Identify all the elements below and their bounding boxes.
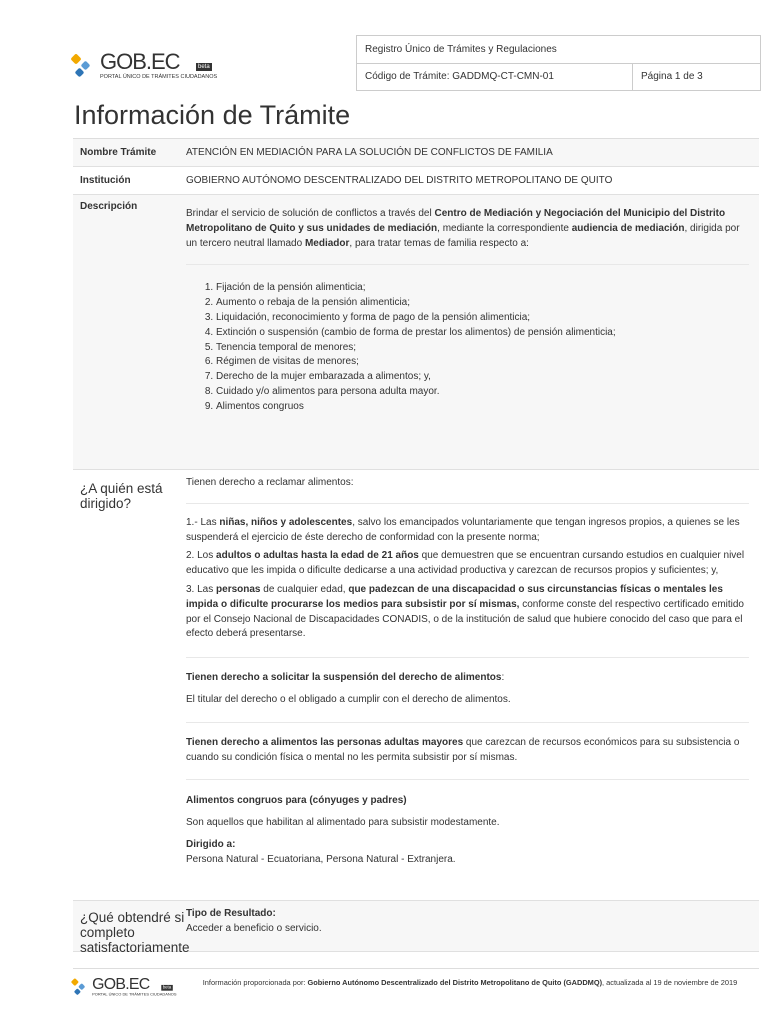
nombre-value: ATENCIÓN EN MEDIACIÓN PARA LA SOLUCIÓN DE CONFLICTOS DE FAMILIA bbox=[186, 147, 553, 158]
row-nombre bbox=[73, 139, 759, 167]
dirigido-a-label bbox=[186, 838, 749, 853]
text-bold: niñas, niños y adolescentes bbox=[219, 516, 353, 528]
procedure-info-table bbox=[73, 138, 759, 955]
text-bold: Tienen derecho a alimentos las personas adultas mayores bbox=[186, 736, 464, 748]
page-number: Página 1 de 3 bbox=[641, 71, 703, 82]
divider bbox=[186, 503, 749, 504]
divider bbox=[186, 722, 749, 723]
divider bbox=[186, 264, 749, 265]
dirigido-a-value: Persona Natural - Ecuatoriana, Persona Natural - Extranjera. bbox=[186, 853, 456, 865]
registry-title: Registro Único de Trámites y Regulaciones bbox=[357, 36, 760, 64]
descripcion-text-part: , mediante la correspondiente bbox=[437, 222, 572, 234]
mediation-hearing-term: audiencia de mediación bbox=[571, 222, 685, 234]
list-item: 5. Tenencia temporal de menores; bbox=[216, 341, 749, 356]
logo-subtitle: PORTAL ÚNICO DE TRÁMITES CIUDADANOS bbox=[92, 992, 177, 998]
beneficiary-young-adults bbox=[186, 549, 749, 579]
logo-brand: GOB.EC bbox=[92, 974, 150, 993]
text-part: 1.- Las bbox=[186, 516, 220, 528]
text-bold: Dirigido a: bbox=[186, 838, 236, 850]
logo-beta-badge: beta bbox=[162, 985, 172, 990]
dirigido-label: ¿A quién está dirigido? bbox=[80, 481, 163, 511]
text-bold: adultos o adultas hasta la edad de 21 años bbox=[216, 550, 419, 562]
obtendre-label: ¿Qué obtendré si completo satisfactoriamente bbox=[80, 910, 190, 955]
elderly-beneficiaries bbox=[186, 736, 749, 766]
text-part: conforme conste del respectivo certificado emitido por el Consejo Nacional de Discapacidades CONADIS, o de la institución de salud que hubiere conocido del caso que para el efecto deberá presentarse. bbox=[186, 598, 744, 640]
congruos-text: Son aquellos que habilitan al alimentado para subsistir modestamente. bbox=[186, 817, 500, 829]
text-part: 2. Los bbox=[186, 550, 217, 562]
family-topics-list bbox=[186, 281, 749, 414]
list-item: 3. Liquidación, reconocimiento y forma de pago de la pensión alimenticia; bbox=[216, 311, 749, 326]
text-part: Información proporcionada por: bbox=[202, 978, 308, 987]
text-bold: Tienen derecho a solicitar la suspensión del derecho de alimentos bbox=[186, 672, 502, 684]
congruos-heading bbox=[186, 794, 749, 809]
text-part: , actualizada al 19 de noviembre de 2019 bbox=[602, 978, 738, 987]
mediator-term: Mediador bbox=[304, 237, 350, 249]
text-bold: que padezcan de una discapacidad o sus circunstancias físicas o mentales les impida o dificulte procurarse los medios para subsistir por sí mismas, bbox=[186, 583, 723, 610]
list-item: 2. Aumento o rebaja de la pensión alimenticia; bbox=[216, 296, 749, 311]
list-item: 4. Extinción o suspensión (cambio de forma de prestar los alimentos) de pensión alimenticia; bbox=[216, 326, 749, 341]
registry-box bbox=[356, 35, 761, 91]
text-part: de cualquier edad, bbox=[260, 583, 349, 595]
row-descripcion bbox=[73, 195, 759, 470]
gobec-logo-footer bbox=[72, 974, 177, 998]
text-bold: Alimentos congruos para (cónyuges y padres) bbox=[186, 795, 407, 807]
list-item: 6. Régimen de visitas de menores; bbox=[216, 355, 749, 370]
logo-brand: GOB.EC bbox=[100, 49, 180, 74]
beneficiary-disabled bbox=[186, 583, 749, 642]
logo-beta-badge: beta bbox=[198, 64, 210, 70]
descripcion-text-part: , para tratar temas de familia respecto a: bbox=[349, 237, 529, 249]
footer-institution: Gobierno Autónomo Descentralizado del Distrito Metropolitano de Quito (GADDMQ) bbox=[307, 978, 603, 987]
page-title: Información de Trámite bbox=[74, 100, 351, 130]
logo-subtitle: PORTAL ÚNICO DE TRÁMITES CIUDADANOS bbox=[100, 74, 218, 80]
text-part: 3. Las bbox=[186, 583, 217, 595]
text-bold: Tipo de Resultado: bbox=[186, 908, 276, 919]
institucion-value: GOBIERNO AUTÓNOMO DESCENTRALIZADO DEL DISTRITO METROPOLITANO DE QUITO bbox=[186, 175, 613, 186]
list-item: 8. Cuidado y/o alimentos para persona adulta mayor. bbox=[216, 385, 749, 400]
text-part: : bbox=[501, 672, 505, 684]
descripcion-text-part: , dirigida por un tercero neutral llamado bbox=[186, 222, 740, 249]
suspension-text: El titular del derecho o el obligado a cumplir con el derecho de alimentos. bbox=[186, 693, 511, 705]
gobec-logo bbox=[72, 49, 218, 80]
text-part: que demuestren que se encuentran cursando estudios en cualquier nivel educativo que les impida o dificulte dedicarse a una actividad productiva y carezcan de recursos propios y suficientes; y, bbox=[186, 550, 745, 577]
list-item: 1. Fijación de la pensión alimenticia; bbox=[216, 281, 749, 296]
beneficiary-children bbox=[186, 516, 749, 546]
nombre-label: Nombre Trámite bbox=[80, 147, 157, 158]
text-part: , salvo los emancipados voluntariamente que tengan ingresos propios, a quienes se les suspenderá el ejercicio de éste derecho de conformidad con la presente norma; bbox=[186, 516, 740, 543]
gobec-logo-icon bbox=[72, 52, 98, 80]
suspension-heading bbox=[186, 671, 749, 686]
divider bbox=[186, 657, 749, 658]
procedure-code: Código de Trámite: GADDMQ-CT-CMN-01 bbox=[357, 64, 633, 90]
footer-text bbox=[190, 977, 750, 988]
row-dirigido bbox=[73, 470, 759, 901]
mediation-center-name: Centro de Mediación y Negociación del Municipio del Distrito Metropolitano de Quito y sus unidades de mediación bbox=[186, 208, 726, 234]
result-type-label bbox=[186, 907, 749, 922]
row-institucion bbox=[73, 167, 759, 195]
institucion-label: Institución bbox=[80, 175, 131, 186]
divider bbox=[186, 779, 749, 780]
dirigido-intro: Tienen derecho a reclamar alimentos: bbox=[186, 477, 354, 488]
gobec-logo-icon bbox=[72, 977, 91, 997]
list-item: 7. Derecho de la mujer embarazada a alimentos; y, bbox=[216, 370, 749, 385]
descripcion-label: Descripción bbox=[80, 201, 138, 212]
text-part: que carezcan de recursos económicos para su subsistencia o cuando su condición física o mental no les permita subsistir por sí mismas. bbox=[186, 736, 740, 763]
text-bold: personas bbox=[216, 583, 261, 595]
result-type-value: Acceder a beneficio o servicio. bbox=[186, 922, 322, 934]
list-item: 9. Alimentos congruos bbox=[216, 400, 749, 415]
row-obtendre bbox=[73, 901, 759, 955]
descripcion-text bbox=[186, 207, 749, 251]
descripcion-text-part: Brindar el servicio de solución de conflictos a través del bbox=[186, 208, 435, 219]
